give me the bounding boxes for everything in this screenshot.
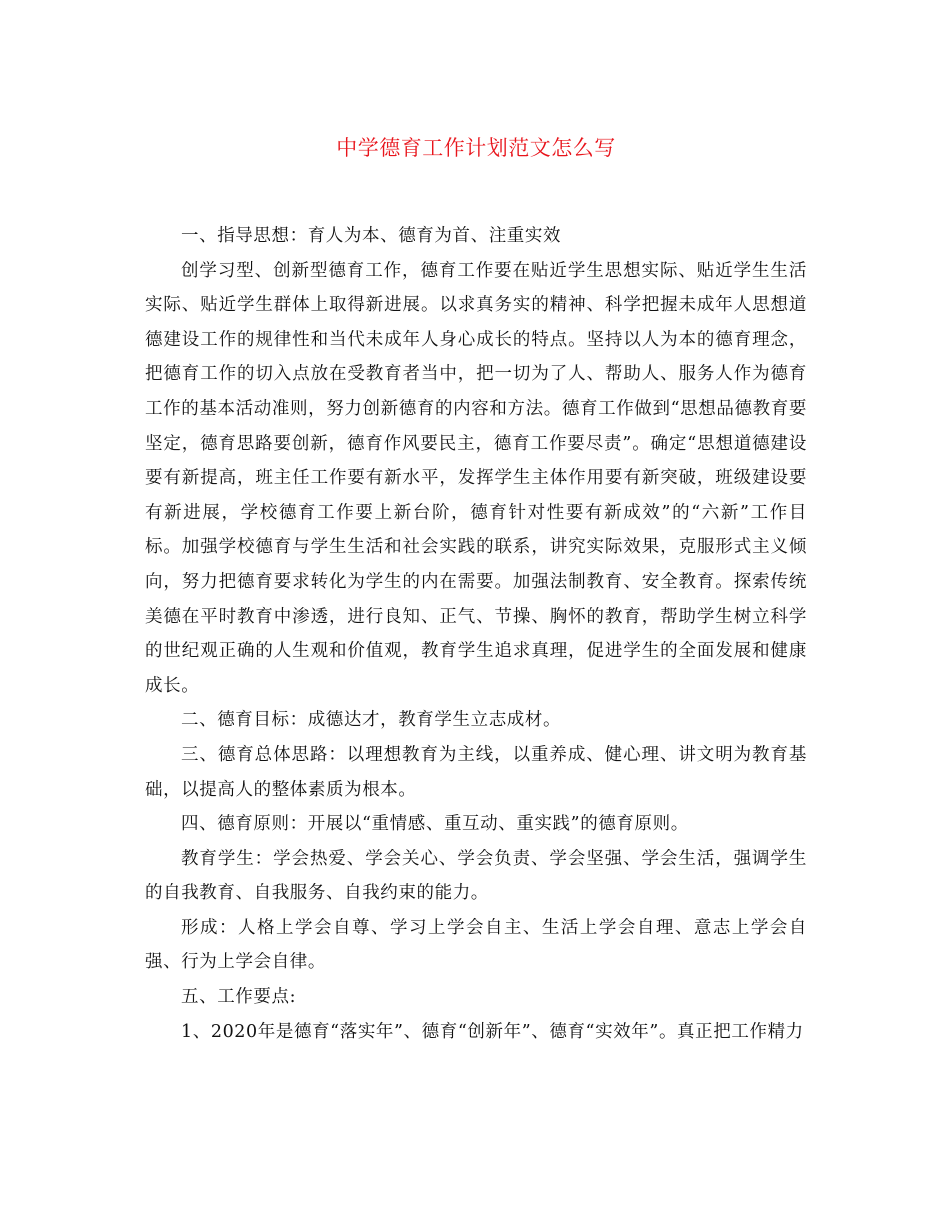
formation-paragraph: 形成：人格上学会自尊、学习上学会自主、生活上学会自理、意志上学会自强、行为上学会自律。 [145,917,807,973]
document-title: 中学德育工作计划范文怎么写 [336,136,616,160]
guiding-ideology-paragraph: 创学习型、创新型德育工作，德育工作要在贴近学生思想实际、贴近学生生活实际、贴近学生群体上取得新进展。以求真务实的精神、科学把握未成年人思想道德建设工作的规律性和当代未成年人身心成长的特点。坚持以人为本的德育理念，把德育工作的切入点放在受教育者当中，把一切为了人、帮助人、服务人作为德育工作的基本活动准则，努力创新德育的内容和方法。德育工作做到“思想品德教育要坚定，德育思路要创新，德育作风要民主，德育工作要尽责”。确定“思想道德建设要有新提高，班主任工作要有新水平，发挥学生主体作用要有新突破，班级建设要有新进展，学校德育工作要上新台阶，德育针对性要有新成效”的“六新”工作目标。加强学校德育与学生生活和社会实践的联系，讲究实际效果，克服形式主义倾向，努力把德育要求转化为学生的内在需要。加强法制教育、安全教育。探索传统美德在平时教育中渗透，进行良知、正气、节操、胸怀的教育，帮助学生树立科学的世纪观正确的人生观和价值观，教育学生追求真理，促进学生的全面发展和健康成长。 [145,260,807,696]
section-2-heading: 二、德育目标：成德达才，教育学生立志成材。 [181,710,562,731]
section-3-paragraph: 三、德育总体思路：以理想教育为主线，以重养成、健心理、讲文明为教育基础，以提高人的整体素质为根本。 [145,744,807,800]
work-point-1-paragraph: 1、2020年是德育“落实年”、德育“创新年”、德育“实效年”。真正把工作精力 [181,1021,804,1042]
document-page [145,0,807,1230]
section-1-heading: 一、指导思想：育人为本、德育为首、注重实效 [181,226,562,246]
educate-students-paragraph: 教育学生：学会热爱、学会关心、学会负责、学会坚强、学会生活，强调学生的自我教育、自我服务、自我约束的能力。 [145,848,807,904]
document-body [145,219,807,1049]
section-5-heading: 五、工作要点: [181,987,297,1008]
section-4-paragraph: 四、德育原则：开展以“重情感、重互动、重实践”的德育原则。 [181,814,689,835]
